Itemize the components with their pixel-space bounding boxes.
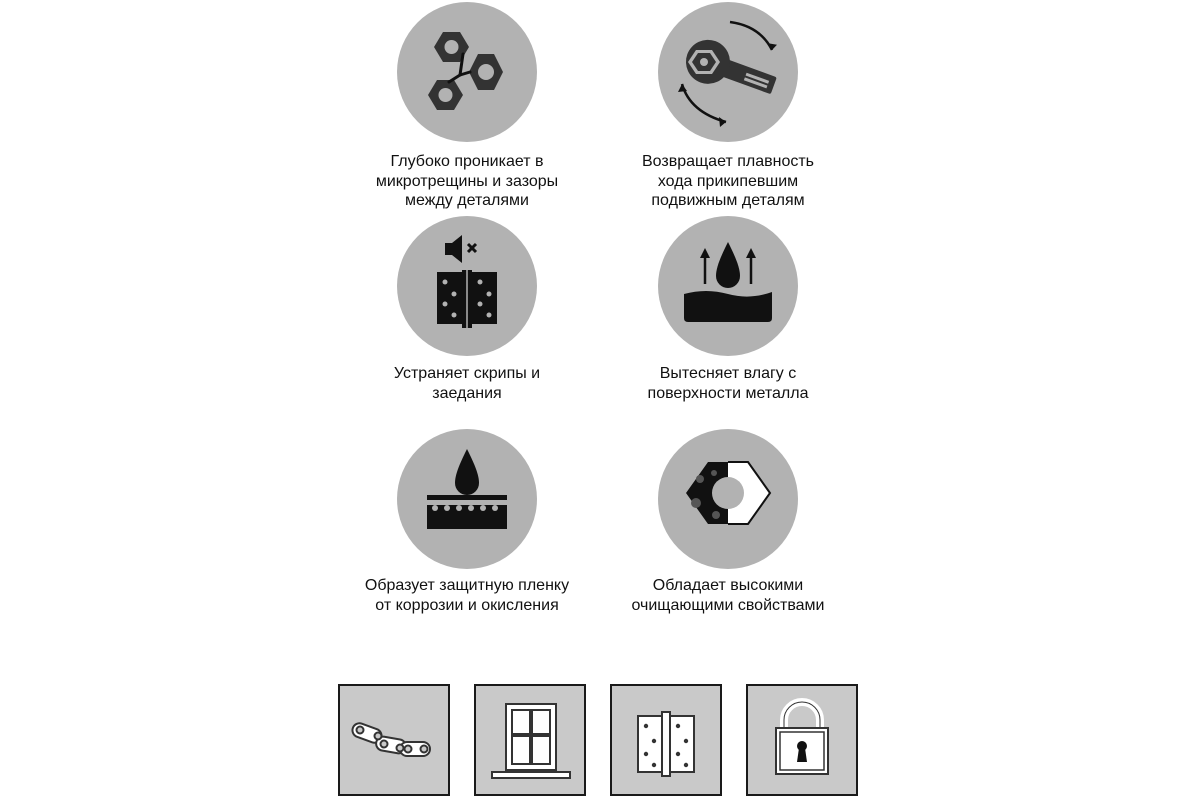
application-tile-padlock: [746, 684, 858, 796]
moisture-displacement-icon: [658, 216, 798, 356]
application-tile-chain: [338, 684, 450, 796]
feature-circle: [658, 429, 798, 569]
feature-circle: [658, 2, 798, 142]
feature-caption: Вытесняет влагу с поверхности металла: [647, 365, 809, 402]
feature-caption: Глубоко проникает в микротрещины и зазоры между деталями: [375, 153, 559, 209]
feature-caption: Обладает высокими очищающими свойствами: [631, 577, 825, 614]
hex-nuts-icon: [397, 2, 537, 142]
feature-circle: [658, 216, 798, 356]
wrench-nut-rotation-icon: [658, 2, 798, 142]
application-tile-hinge: [610, 684, 722, 796]
application-tile-window: [474, 684, 586, 796]
chain-icon: [340, 686, 448, 794]
feature-circle: [397, 216, 537, 356]
feature-caption: Устраняет скрипы и заедания: [393, 365, 541, 402]
feature-caption: Образует защитную пленку от коррозии и окисления: [364, 577, 570, 614]
feature-circle: [397, 2, 537, 142]
silent-hinge-icon: [397, 216, 537, 356]
feature-caption: Возвращает плавность хода прикипевшим подвижным деталям: [641, 153, 815, 209]
door-hinge-icon: [612, 686, 720, 794]
protective-film-icon: [397, 429, 537, 569]
cleaning-nut-icon: [658, 429, 798, 569]
padlock-icon: [748, 686, 856, 794]
window-icon: [476, 686, 584, 794]
muted-speaker-icon: [445, 235, 476, 263]
feature-circle: [397, 429, 537, 569]
